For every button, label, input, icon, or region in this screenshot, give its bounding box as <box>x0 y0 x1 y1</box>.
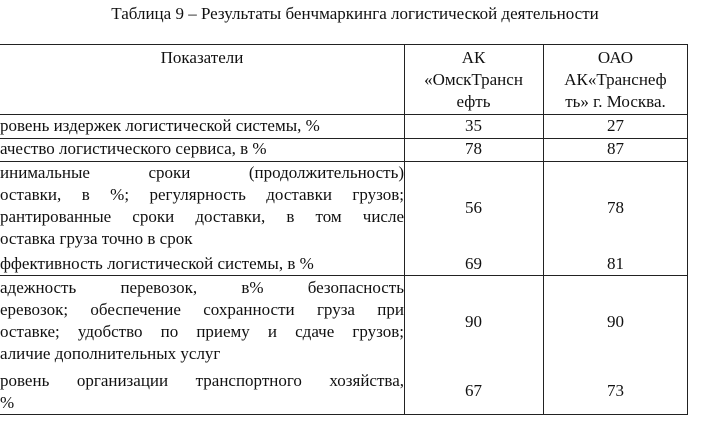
row-value-company-2: 90 <box>607 312 624 331</box>
row-value-company-2: 73 <box>607 381 624 400</box>
row-value-company-2: 87 <box>607 139 624 158</box>
row-value-company-2: 27 <box>607 116 624 135</box>
table-caption: Таблица 9 – Результаты бенчмаркинга логистической деятельности <box>111 4 599 23</box>
row-value-company-2: 78 <box>607 198 624 217</box>
row-divider <box>0 275 688 276</box>
row-indicator: адежность перевозок, в% безопасность еревозок; обеспечение сохранности груза при оставке; удобство по приему и сдаче грузов; аличие дополнительных услуг <box>0 278 404 363</box>
row-indicator: ффективность логистической системы, в % <box>0 254 314 273</box>
row-value-company-2: 81 <box>607 254 624 273</box>
row-value-company-1: 35 <box>465 116 482 135</box>
row-value-company-1: 56 <box>465 198 482 217</box>
header-company-2: ОАО АК«Транснеф ть» г. Москва. <box>564 48 667 111</box>
row-value-company-1: 90 <box>465 312 482 331</box>
header-company-1: АК «ОмскТрансн ефть <box>424 48 523 111</box>
row-indicator: ачество логистического сервиса, в % <box>0 139 267 158</box>
row-indicator: ровень издержек логистической системы, % <box>0 116 320 135</box>
header-indicator: Показатели <box>160 48 244 67</box>
row-value-company-1: 78 <box>465 139 482 158</box>
row-value-company-1: 69 <box>465 254 482 273</box>
row-value-company-1: 67 <box>465 381 482 400</box>
row-indicator: инимальные сроки (продолжительность) оставки, в %; регулярность доставки грузов; рантированные сроки доставки, в том числе оставка груза точно в срок <box>0 163 404 248</box>
row-indicator: ровень организации транспортного хозяйства, % <box>0 371 404 412</box>
